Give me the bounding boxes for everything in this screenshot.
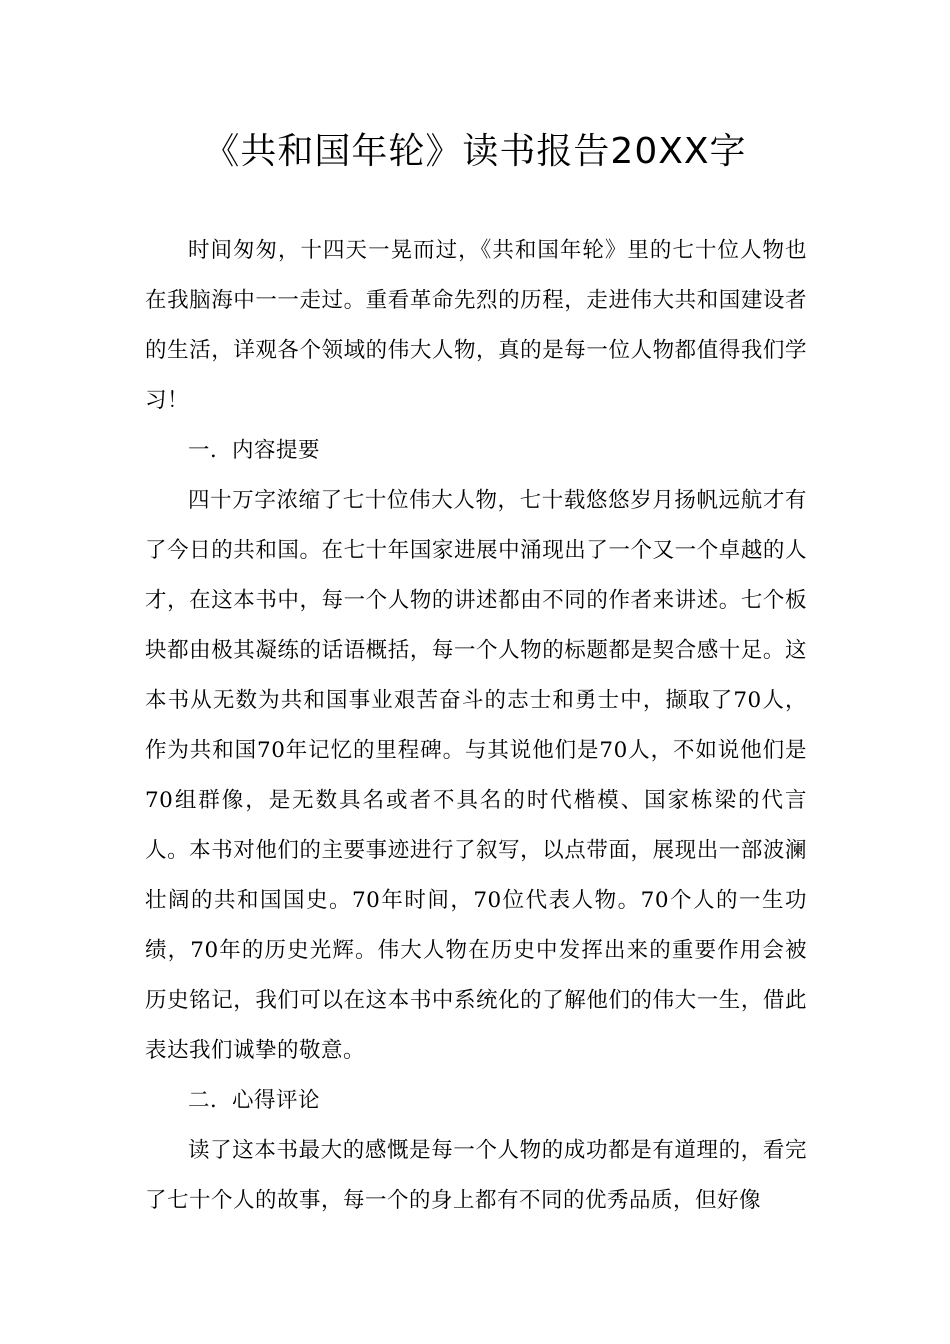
document-title: 《共和国年轮》读书报告20XX字 (203, 131, 747, 172)
paragraph-intro: 时间匆匆，十四天一晃而过，《共和国年轮》里的七十位人物也在我脑海中一一走过。重看革命先烈的历程，走进伟大共和国建设者的生活，详观各个领域的伟大人物，真的是每一位人物都值得我们学习！ (145, 238, 807, 413)
section-heading-summary: 一．内容提要 (188, 438, 321, 463)
paragraph-summary: 四十万字浓缩了七十位伟大人物，七十载悠悠岁月扬帆远航才有了今日的共和国。在七十年国家进展中涌现出了一个又一个卓越的人才，在这本书中，每一个人物的讲述都由不同的作者来讲述。七个板块都由极其凝练的话语概括，每一个人物的标题都是契合感十足。这本书从无数为共和国事业艰苦奋斗的志士和勇士中，撷取了70人，作为共和国70年记忆的里程碑。与其说他们是70人，不如说他们是70组群像，是无数具名或者不具名的时代楷模、国家栋梁的代言人。本书对他们的主要事迹进行了叙写，以点带面，展现出一部波澜壮阔的共和国国史。70年时间，70位代表人物。70个人的一生功绩，70年的历史光辉。伟大人物在历史中发挥出来的重要作用会被历史铭记，我们可以在这本书中系统化的了解他们的伟大一生，借此表达我们诚挚的敬意。 (145, 488, 807, 1063)
section-heading-review: 二．心得评论 (188, 1088, 321, 1113)
document-body (145, 226, 807, 1226)
paragraph-review: 读了这本书最大的感慨是每一个人物的成功都是有道理的，看完了七十个人的故事，每一个的身上都有不同的优秀品质，但好像 (145, 1138, 807, 1213)
